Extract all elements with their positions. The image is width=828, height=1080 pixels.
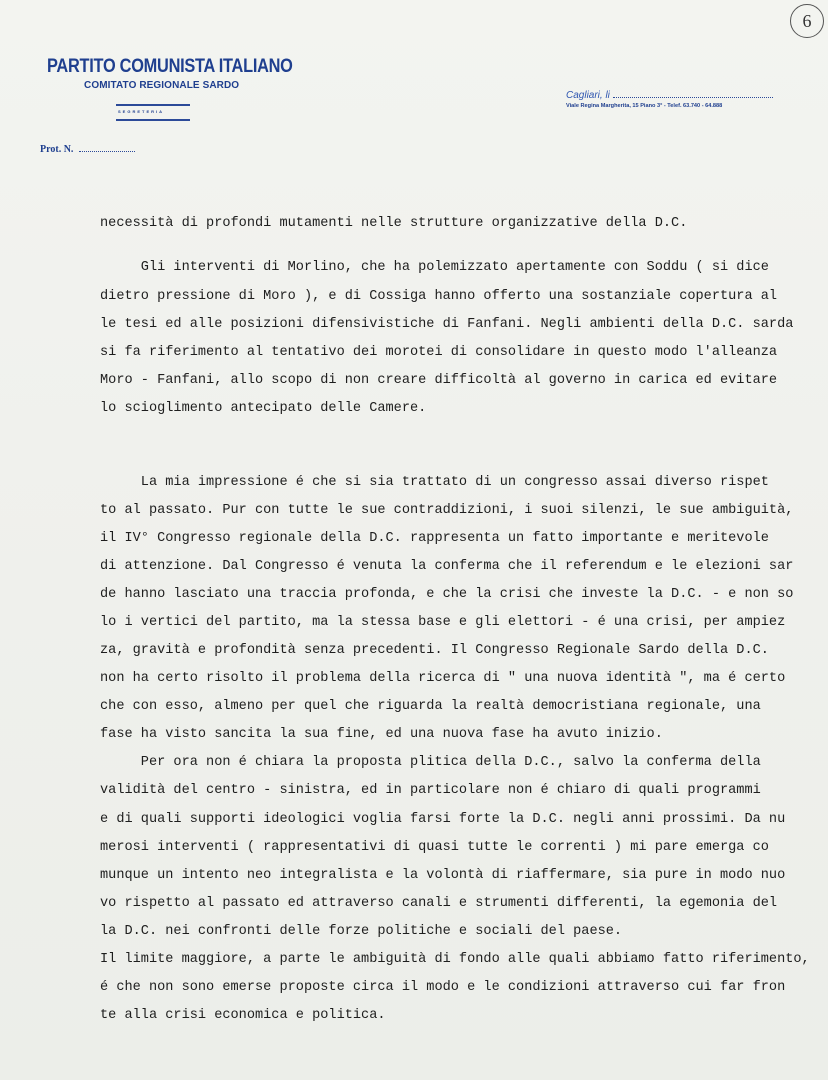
- office-name: SEGRETERIA: [118, 109, 165, 114]
- party-name: PARTITO COMUNISTA ITALIANO: [47, 56, 293, 77]
- text-line: non ha certo risolto il problema della ricerca di " una nuova identità ", ma é certo: [100, 671, 786, 686]
- date-blank: [613, 88, 773, 98]
- text-line: te alla crisi economica e politica.: [100, 1008, 386, 1023]
- text-line: la D.C. nei confronti delle forze politiche e sociali del paese.: [100, 924, 623, 939]
- letterhead-rule-bottom: [116, 119, 190, 121]
- committee-name: COMITATO REGIONALE SARDO: [84, 80, 240, 91]
- page-number: 6: [790, 4, 824, 38]
- text-line: fase ha visto sancita la sua fine, ed una nuova fase ha avuto inizio.: [100, 727, 663, 742]
- text-line: di attenzione. Dal Congresso é venuta la conferma che il referendum e le elezioni sar: [100, 559, 794, 574]
- text-line: Per ora non é chiara la proposta plitica della D.C., salvo la conferma della: [100, 755, 761, 770]
- text-line: merosi interventi ( rappresentativi di quasi tutte le correnti ) mi pare emerga co: [100, 840, 769, 855]
- text-line: é che non sono emerse proposte circa il modo e le condizioni attraverso cui far fron: [100, 980, 786, 995]
- protocol-field: [40, 142, 135, 155]
- text-line: La mia impressione é che si sia trattato di un congresso assai diverso rispet: [100, 475, 769, 490]
- text-line: il IV° Congresso regionale della D.C. rappresenta un fatto importante e meritevole: [100, 531, 769, 546]
- protocol-blank: [79, 142, 135, 152]
- text-line: lo i vertici del partito, ma la stessa base e gli elettori - é una crisi, per ampiez: [100, 615, 786, 630]
- text-line: de hanno lasciato una traccia profonda, e che la crisi che investe la D.C. - e non so: [100, 587, 794, 602]
- text-line: necessità di profondi mutamenti nelle strutture organizzative della D.C.: [100, 216, 688, 231]
- text-line: le tesi ed alle posizioni difensivistiche di Fanfani. Negli ambienti della D.C. sarda: [100, 317, 794, 332]
- city-label: Cagliari, li: [566, 90, 610, 101]
- text-line: za, gravità e profondità senza precedenti. Il Congresso Regionale Sardo della D.C.: [100, 643, 769, 658]
- city-date-field: [566, 88, 773, 101]
- office-address: Viale Regina Margherita, 15 Piano 3° - Telef. 63.740 - 64.888: [566, 103, 723, 109]
- text-line: munque un intento neo integralista e la volontà di riaffermare, sia pure in modo nuo: [100, 868, 786, 883]
- protocol-label: Prot. N.: [40, 144, 74, 155]
- text-line: si fa riferimento al tentativo dei morotei di consolidare in questo modo l'alleanza: [100, 345, 778, 360]
- text-line: validità del centro - sinistra, ed in particolare non é chiaro di quali programmi: [100, 783, 761, 798]
- text-line: lo scioglimento antecipato delle Camere.: [100, 401, 427, 416]
- text-line: vo rispetto al passato ed attraverso canali e strumenti differenti, la egemonia del: [100, 896, 778, 911]
- text-line: Gli interventi di Morlino, che ha polemizzato apertamente con Soddu ( si dice: [100, 260, 769, 275]
- text-line: Moro - Fanfani, allo scopo di non creare difficoltà al governo in carica ed evitare: [100, 373, 778, 388]
- letterhead-rule-top: [116, 104, 190, 106]
- text-line: Il limite maggiore, a parte le ambiguità di fondo alle quali abbiamo fatto riferimento,: [100, 952, 810, 967]
- text-line: e di quali supporti ideologici voglia farsi forte la D.C. negli anni prossimi. Da nu: [100, 812, 786, 827]
- text-line: to al passato. Pur con tutte le sue contraddizioni, i suoi silenzi, le sue ambiguità,: [100, 503, 794, 518]
- text-line: che con esso, almeno per quel che riguarda la realtà democristiana regionale, una: [100, 699, 761, 714]
- text-line: dietro pressione di Moro ), e di Cossiga hanno offerto una sostanziale copertura al: [100, 289, 778, 304]
